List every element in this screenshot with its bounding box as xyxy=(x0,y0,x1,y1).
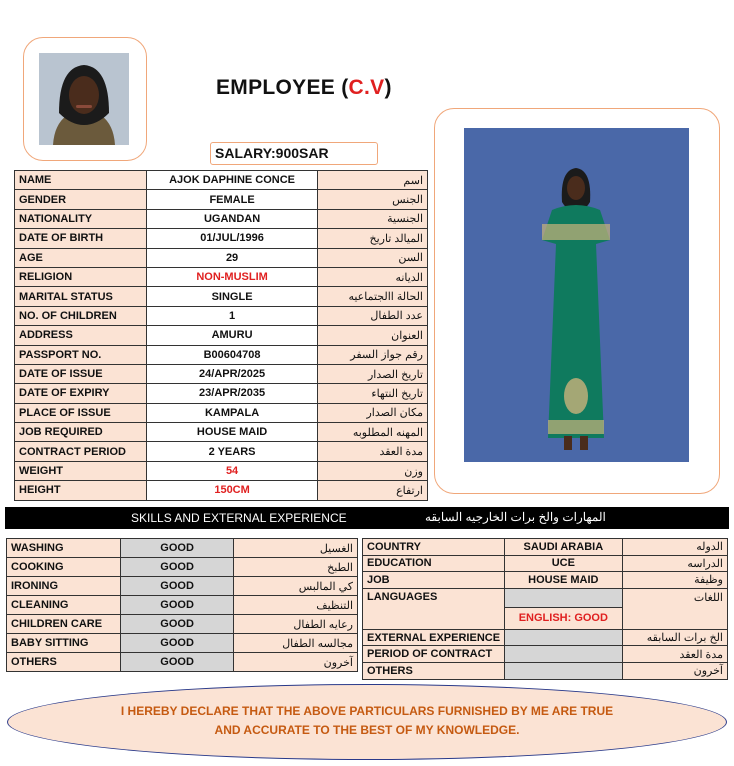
table-row xyxy=(363,662,728,679)
skill-value: GOOD xyxy=(120,577,233,596)
field-label: GENDER xyxy=(15,190,147,209)
table-row xyxy=(15,461,428,480)
skill-value: GOOD xyxy=(120,558,233,577)
personal-details-table xyxy=(14,170,428,501)
skill-label-ar: آخرون xyxy=(234,653,358,672)
salary-box: SALARY:900SAR xyxy=(210,142,378,165)
field-label: PASSPORT NO. xyxy=(15,345,147,364)
table-row xyxy=(15,384,428,403)
languages-ar: اللغات xyxy=(622,588,727,629)
skill-label: COOKING xyxy=(7,558,121,577)
field-label-ar: مدة العقد xyxy=(318,442,428,461)
others-label: OTHERS xyxy=(363,662,505,679)
country-label: COUNTRY xyxy=(363,539,505,556)
table-row xyxy=(363,572,728,589)
field-label: DATE OF ISSUE xyxy=(15,364,147,383)
field-label: HEIGHT xyxy=(15,481,147,500)
table-row xyxy=(363,588,728,607)
headshot-photo xyxy=(39,53,129,145)
field-label-ar: الميالد تاريخ xyxy=(318,229,428,248)
job-value: HOUSE MAID xyxy=(505,572,623,589)
period-ar: مدة العقد xyxy=(622,646,727,663)
table-row xyxy=(15,423,428,442)
table-row xyxy=(15,481,428,500)
field-label: JOB REQUIRED xyxy=(15,423,147,442)
field-label-ar: الجنسية xyxy=(318,209,428,228)
field-value: 150CM xyxy=(146,481,318,500)
skill-label: WASHING xyxy=(7,539,121,558)
skill-value: GOOD xyxy=(120,634,233,653)
table-row xyxy=(7,653,358,672)
skill-label: OTHERS xyxy=(7,653,121,672)
field-label: WEIGHT xyxy=(15,461,147,480)
skill-label: CHILDREN CARE xyxy=(7,615,121,634)
table-row xyxy=(15,287,428,306)
skill-value: GOOD xyxy=(120,596,233,615)
table-row xyxy=(15,403,428,422)
field-value: AMURU xyxy=(146,326,318,345)
experience-table xyxy=(362,538,728,680)
table-row xyxy=(363,539,728,556)
field-label-ar: الديانه xyxy=(318,267,428,286)
others-ar: آخرون xyxy=(622,662,727,679)
table-row xyxy=(15,171,428,190)
languages-value: ENGLISH: GOOD xyxy=(505,607,623,629)
external-value xyxy=(505,629,623,646)
field-value: NON-MUSLIM xyxy=(146,267,318,286)
table-row xyxy=(15,267,428,286)
field-label-ar: عدد الطفال xyxy=(318,306,428,325)
field-label: MARITAL STATUS xyxy=(15,287,147,306)
skills-header-en: SKILLS AND EXTERNAL EXPERIENCE xyxy=(131,511,347,525)
field-label: NO. OF CHILDREN xyxy=(15,306,147,325)
skills-table xyxy=(6,538,358,672)
field-label-ar: السن xyxy=(318,248,428,267)
field-label-ar: وزن xyxy=(318,461,428,480)
skill-label: IRONING xyxy=(7,577,121,596)
table-row xyxy=(15,326,428,345)
table-row xyxy=(7,634,358,653)
skill-value: GOOD xyxy=(120,653,233,672)
skill-value: GOOD xyxy=(120,615,233,634)
skill-label-ar: التنظيف xyxy=(234,596,358,615)
field-label: CONTRACT PERIOD xyxy=(15,442,147,461)
education-label: EDUCATION xyxy=(363,555,505,572)
skill-label: BABY SITTING xyxy=(7,634,121,653)
field-value: HOUSE MAID xyxy=(146,423,318,442)
table-row xyxy=(363,555,728,572)
country-ar: الدوله xyxy=(622,539,727,556)
field-value: 54 xyxy=(146,461,318,480)
field-label-ar: تاريخ الصدار xyxy=(318,364,428,383)
field-value: FEMALE xyxy=(146,190,318,209)
external-label: EXTERNAL EXPERIENCE xyxy=(363,629,505,646)
table-row xyxy=(363,646,728,663)
field-value: AJOK DAPHINE CONCE xyxy=(146,171,318,190)
field-label: PLACE OF ISSUE xyxy=(15,403,147,422)
field-label-ar: الحالة االجتماعيه xyxy=(318,287,428,306)
table-row xyxy=(7,558,358,577)
field-value: B00604708 xyxy=(146,345,318,364)
others-value xyxy=(505,662,623,679)
table-row xyxy=(15,345,428,364)
skills-header-bar xyxy=(5,507,729,529)
field-label-ar: المهنه المطلوبه xyxy=(318,423,428,442)
field-value: 1 xyxy=(146,306,318,325)
period-label: PERIOD OF CONTRACT xyxy=(363,646,505,663)
field-value: 23/APR/2035 xyxy=(146,384,318,403)
declaration-text: I HEREBY DECLARE THAT THE ABOVE PARTICULARS FURNISHED BY ME ARE TRUE AND ACCURATE TO THE BEST OF MY KNOWLEDGE. xyxy=(7,684,727,760)
table-row xyxy=(15,190,428,209)
table-row xyxy=(15,442,428,461)
external-ar: الخ برات السابقه xyxy=(622,629,727,646)
table-row xyxy=(15,229,428,248)
skill-label-ar: مجالسه الطفال xyxy=(234,634,358,653)
field-label: DATE OF BIRTH xyxy=(15,229,147,248)
country-value: SAUDI ARABIA xyxy=(505,539,623,556)
table-row xyxy=(363,629,728,646)
education-value: UCE xyxy=(505,555,623,572)
table-row xyxy=(15,306,428,325)
table-row xyxy=(7,577,358,596)
job-ar: وظيفة xyxy=(622,572,727,589)
skill-label-ar: كي المالبس xyxy=(234,577,358,596)
field-label-ar: الجنس xyxy=(318,190,428,209)
skills-header-ar: المهارات والخ برات الخارجيه السابقه xyxy=(425,510,606,524)
field-value: KAMPALA xyxy=(146,403,318,422)
skill-label: CLEANING xyxy=(7,596,121,615)
field-label: ADDRESS xyxy=(15,326,147,345)
field-label: NATIONALITY xyxy=(15,209,147,228)
field-value: 29 xyxy=(146,248,318,267)
table-row xyxy=(15,364,428,383)
field-label-ar: ارتفاع xyxy=(318,481,428,500)
field-value: 01/JUL/1996 xyxy=(146,229,318,248)
page-title: EMPLOYEE (C.V) xyxy=(216,76,392,99)
field-value: SINGLE xyxy=(146,287,318,306)
education-ar: الدراسه xyxy=(622,555,727,572)
field-label: RELIGION xyxy=(15,267,147,286)
field-label-ar: رقم جواز السفر xyxy=(318,345,428,364)
languages-label: LANGUAGES xyxy=(363,588,505,629)
field-label: AGE xyxy=(15,248,147,267)
skill-label-ar: الغسيل xyxy=(234,539,358,558)
field-label: NAME xyxy=(15,171,147,190)
field-value: UGANDAN xyxy=(146,209,318,228)
field-value: 24/APR/2025 xyxy=(146,364,318,383)
job-label: JOB xyxy=(363,572,505,589)
field-label-ar: اسم xyxy=(318,171,428,190)
table-row xyxy=(7,539,358,558)
field-value: 2 YEARS xyxy=(146,442,318,461)
skill-value: GOOD xyxy=(120,539,233,558)
table-row xyxy=(15,248,428,267)
table-row xyxy=(7,615,358,634)
period-value xyxy=(505,646,623,663)
field-label-ar: مكان الصدار xyxy=(318,403,428,422)
skill-label-ar: الطبخ xyxy=(234,558,358,577)
field-label: DATE OF EXPIRY xyxy=(15,384,147,403)
table-row xyxy=(15,209,428,228)
languages-blank xyxy=(505,588,623,607)
skill-label-ar: رعايه الطفال xyxy=(234,615,358,634)
fullbody-photo xyxy=(464,128,689,462)
table-row xyxy=(7,596,358,615)
field-label-ar: تاريخ النتهاء xyxy=(318,384,428,403)
field-label-ar: العنوان xyxy=(318,326,428,345)
